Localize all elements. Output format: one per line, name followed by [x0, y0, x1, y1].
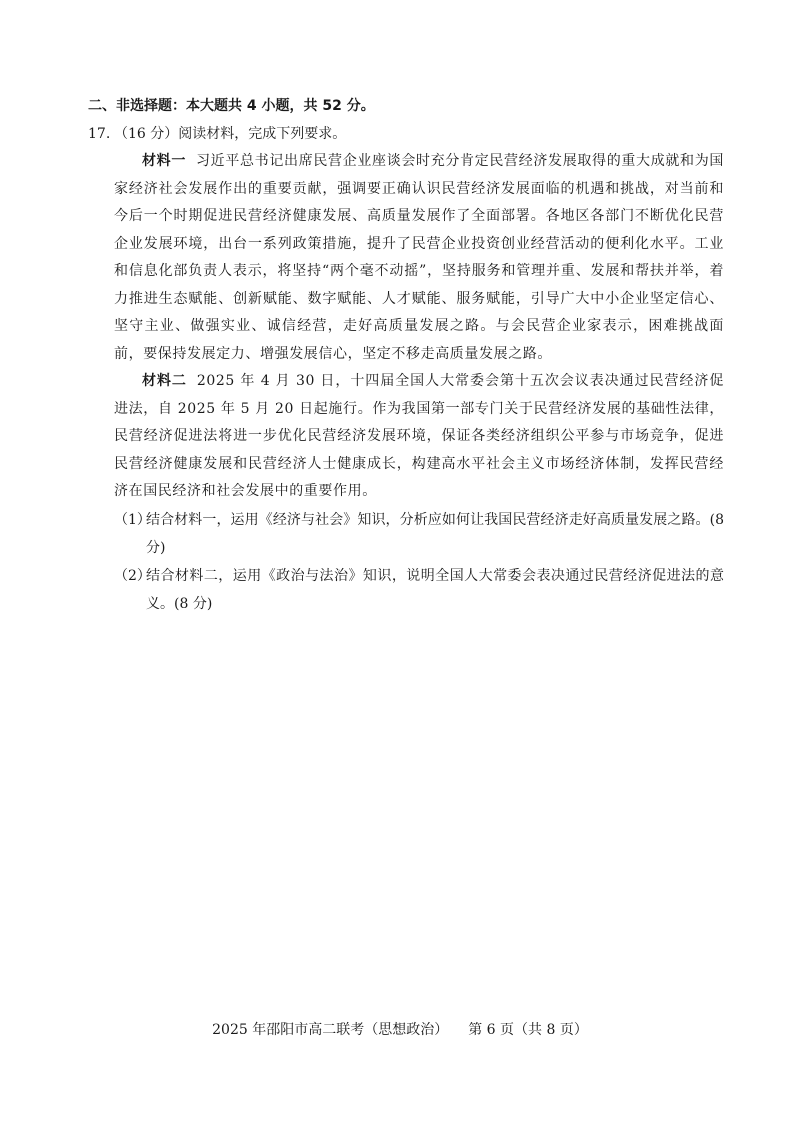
- sub-question-1-text: 结合材料一，运用《经济与社会》知识，分析应如何让我国民营经济走好高质量发展之路。(8 分): [146, 511, 724, 556]
- material-2-text: 2025 年 4 月 30 日，十四届全国人大常委会第十五次会议表决通过民营经济促进法，自 2025 年 5 月 20 日起施行。作为我国第一部专门关于民营经济发展的基础性法律，民营经济促进法将进一步优化民营经济发展环境，保证各类经济组织公平参与市场竞争，促进民营经济健康发展和民营经济人士健康成长，构建高水平社会主义市场经济体制，发挥民营经济在国民经济和社会发展中的重要作用。: [114, 373, 724, 499]
- footer-exam-title: 2025 年邵阳市高二联考（思想政治）: [212, 1022, 449, 1038]
- sub-question-2-number: （2）: [114, 567, 151, 584]
- sub-question-1: [114, 506, 724, 562]
- sub-question-2: [114, 562, 724, 618]
- section-heading: 二、非选择题：本大题共 4 小题，共 52 分。: [88, 98, 375, 114]
- page-content: [88, 92, 724, 618]
- sub-question-2-text: 结合材料二，运用《政治与法治》知识，说明全国人大常委会表决通过民营经济促进法的意义。(8 分): [146, 567, 724, 612]
- material-2-label: 材料二: [142, 373, 187, 389]
- material-2: [114, 368, 724, 506]
- page-footer: [0, 1020, 800, 1040]
- material-1-text: 习近平总书记出席民营企业座谈会时充分肯定民营经济发展取得的重大成就和为国家经济社会发展作出的重要贡献，强调要正确认识民营经济发展面临的机遇和挑战，对当前和今后一个时期促进民营经济健康发展、高质量发展作了全面部署。各地区各部门不断优化民营企业发展环境，出台一系列政策措施，提升了民营企业投资创业经营活动的便利化水平。工业和信息化部负责人表示，将坚持“两个毫不动摇”，坚持服务和管理并重、发展和帮扶并举，着力推进生态赋能、创新赋能、数字赋能、人才赋能、服务赋能，引导广大中小企业坚定信心、坚守主业、做强实业、诚信经营，走好高质量发展之路。与会民营企业家表示，困难挑战面前，要保持发展定力、增强发展信心，坚定不移走高质量发展之路。: [114, 153, 724, 362]
- question-number: 17.: [88, 126, 111, 142]
- question-17-header: [88, 120, 724, 148]
- sub-question-1-number: （1）: [114, 511, 151, 528]
- material-1: [114, 148, 724, 368]
- question-intro: （16 分）阅读材料，完成下列要求。: [114, 126, 347, 142]
- footer-page-number: 第 6 页（共 8 页）: [468, 1022, 588, 1038]
- material-1-label: 材料一: [142, 153, 187, 169]
